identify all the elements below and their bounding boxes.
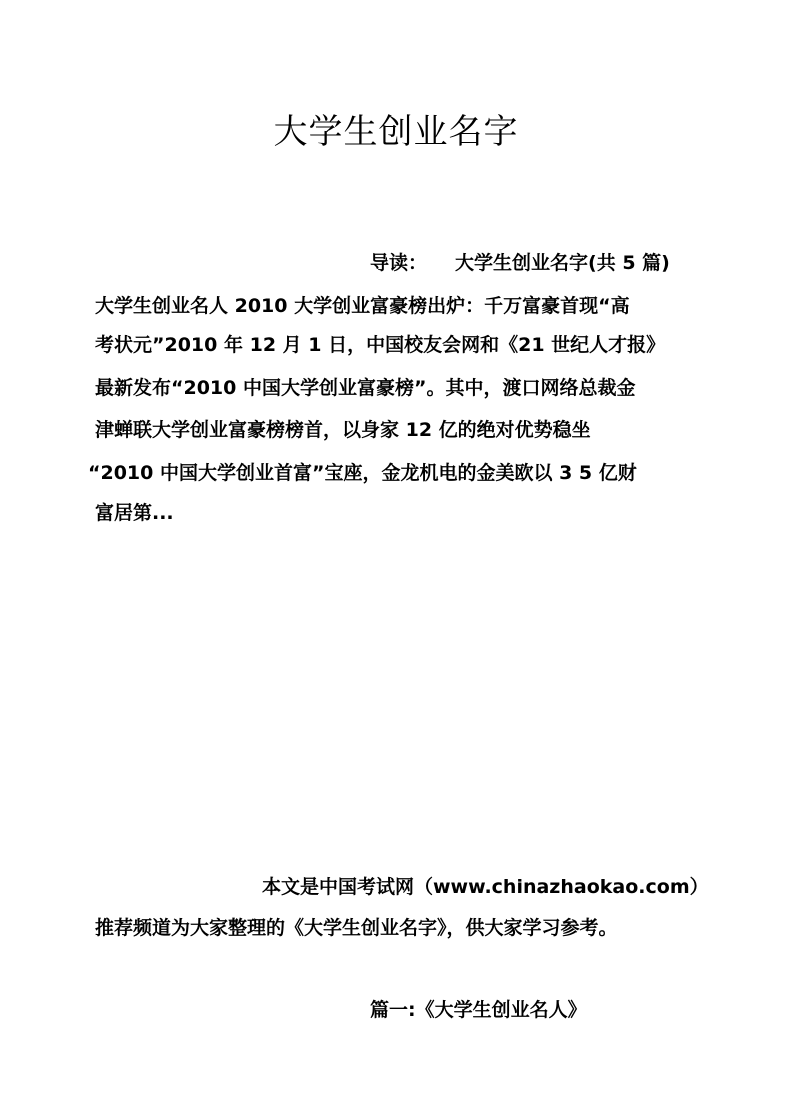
summary-line: 大学生创业名人 2010 大学创业富豪榜出炉：千万富豪首现“高 <box>95 295 630 317</box>
intro-text: 大学生创业名字(共 5 篇) <box>455 252 670 274</box>
summary-line: 最新发布“2010 中国大学创业富豪榜”。其中，渡口网络总裁金 <box>95 377 636 399</box>
document-title: 大学生创业名字 <box>273 112 519 152</box>
source-note-line: 推荐频道为大家整理的《大学生创业名字》，供大家学习参考。 <box>95 917 618 939</box>
summary-line: “2010 中国大学创业首富”宝座，金龙机电的金美欧以 3 5 亿财 <box>88 462 637 484</box>
summary-line: 津蝉联大学创业富豪榜榜首，以身家 12 亿的绝对优势稳坐 <box>95 419 591 441</box>
summary-line: 富居第... <box>95 502 174 524</box>
intro-line <box>370 248 670 275</box>
summary-line: 考状元”2010 年 12 月 1 日，中国校友会网和《21 世纪人才报》 <box>95 334 666 356</box>
intro-label: 导读： <box>370 252 428 274</box>
chapter-heading: 篇一:《大学生创业名人》 <box>370 999 587 1021</box>
source-note-line: 本文是中国考试网（www.chinazhaokao.com） <box>262 876 709 898</box>
